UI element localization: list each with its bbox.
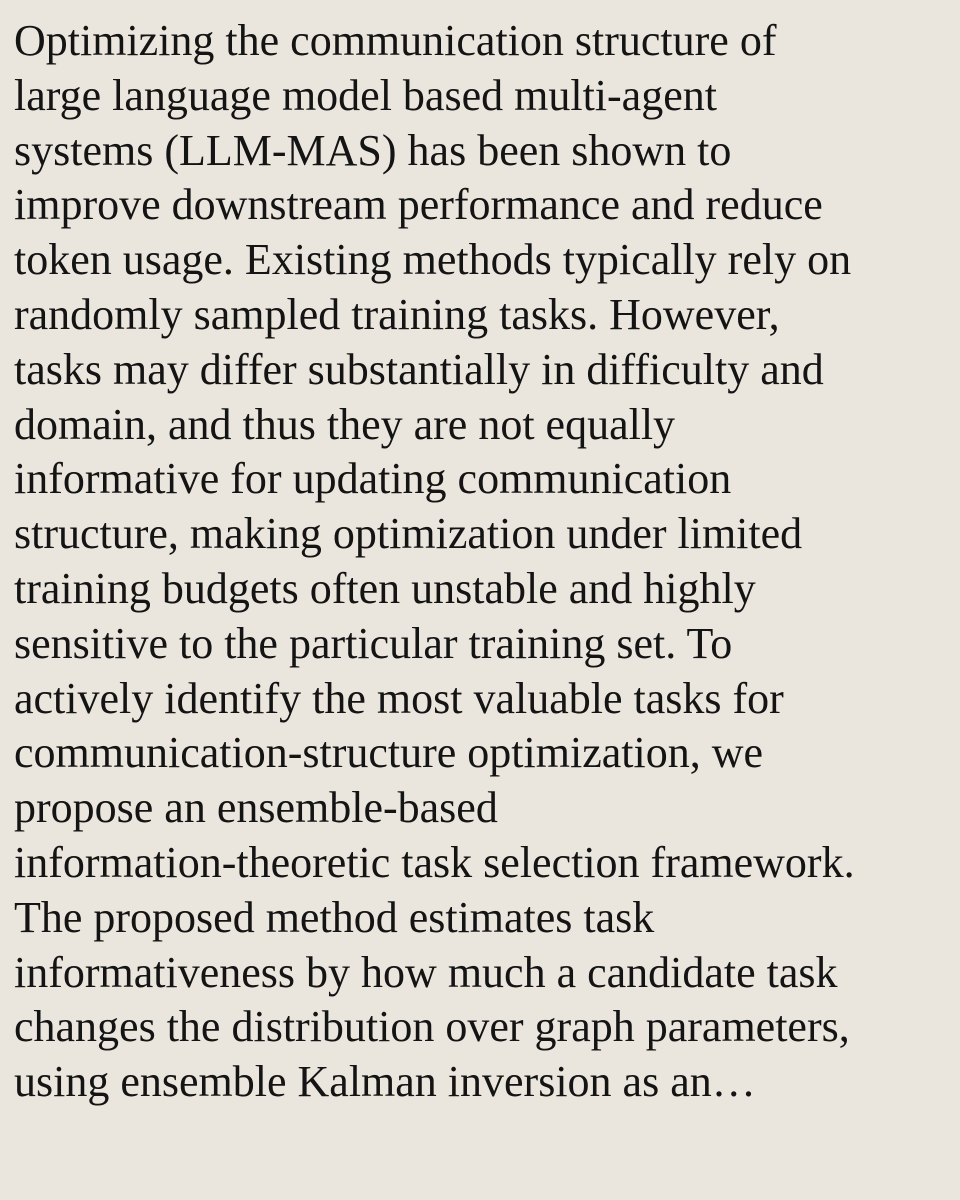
text-line: Optimizing the communication structure of [14, 16, 777, 65]
text-line: information-theoretic task selection framework. [14, 837, 855, 887]
text-line: propose an ensemble-based [14, 783, 498, 833]
text-line: domain, and thus they are not equally [14, 399, 676, 449]
text-line: randomly sampled training tasks. However, [14, 289, 780, 339]
text-line: structure, making optimization under limited [14, 509, 803, 559]
text-line: actively identify the most valuable tasks for [14, 673, 784, 723]
text-line: The proposed method estimates task [14, 892, 655, 942]
text-line: informative for updating communication [14, 454, 732, 504]
text-line: communication-structure optimization, we [14, 728, 764, 778]
text-line: informativeness by how much a candidate task [14, 947, 838, 997]
text-line: tasks may differ substantially in difficulty and [14, 344, 824, 394]
text-line: token usage. Existing methods typically rely on [14, 235, 852, 285]
text-line: changes the distribution over graph parameters, [14, 1002, 850, 1052]
text-line: sensitive to the particular training set. To [14, 618, 733, 668]
text-line: training budgets often unstable and highly [14, 563, 756, 613]
text-line: systems (LLM-MAS) has been shown to [14, 125, 732, 175]
text-line: using ensemble Kalman inversion as an… [14, 1057, 756, 1107]
abstract-text [14, 14, 954, 1110]
text-line: improve downstream performance and reduce [14, 180, 823, 230]
text-line: large language model based multi-agent [14, 70, 717, 120]
